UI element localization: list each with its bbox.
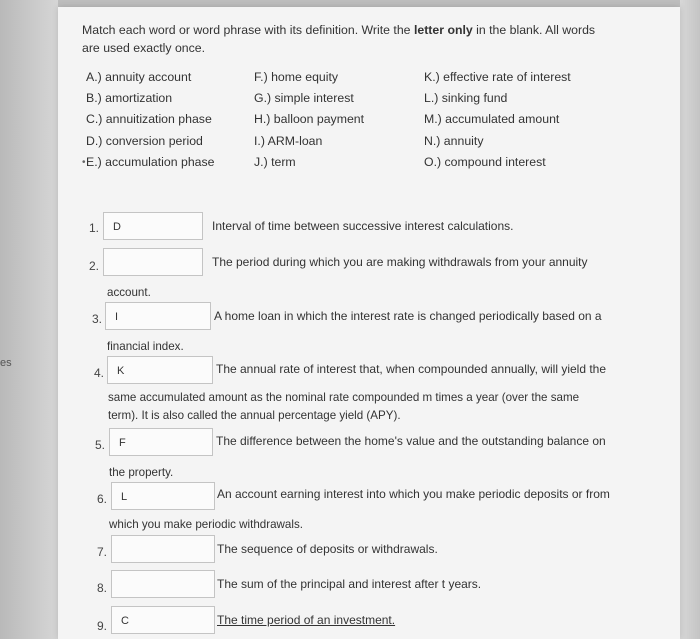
question-8-answer-box[interactable]: [111, 570, 215, 598]
right-margin: [680, 0, 700, 639]
word-bank-item: C.) annuitization phase: [86, 112, 212, 127]
question-7-pre-text: which you make periodic withdrawals.: [109, 518, 303, 531]
word-bank-item: O.) compound interest: [424, 154, 546, 169]
question-9-answer-box[interactable]: C: [111, 606, 215, 634]
word-bank-item: D.) conversion period: [86, 133, 203, 148]
left-margin: [0, 0, 58, 639]
word-bank-item: K.) effective rate of interest: [424, 70, 571, 84]
word-bank-item: I.) ARM-loan: [254, 133, 323, 148]
question-4-pre-text: financial index.: [107, 340, 184, 353]
question-7-number: 7.: [97, 545, 108, 559]
word-bank-item: L.) sinking fund: [424, 91, 508, 106]
question-4-definition: The annual rate of interest that, when compounded annually, will yield the: [216, 362, 607, 376]
question-8-definition: The sum of the principal and interest after t years.: [217, 577, 482, 591]
question-7-definition: The sequence of deposits or withdrawals.: [217, 542, 438, 556]
question-4-continuation: same accumulated amount as the nominal rate compounded m times a year (over the same term). It is also called the annual percentage yield (APY).: [108, 391, 580, 422]
word-bank-item: F.) home equity: [254, 70, 339, 84]
word-bank-item: A.) annuity account: [86, 70, 192, 84]
instructions-bold: letter only: [413, 23, 473, 37]
question-4-answer-box[interactable]: K: [107, 356, 213, 384]
question-6-answer-box[interactable]: L: [111, 482, 215, 510]
question-5-number: 5.: [95, 438, 106, 452]
question-6-definition: An account earning interest into which you make periodic deposits or from: [217, 487, 610, 501]
word-bank-item: J.) term: [254, 154, 296, 169]
instructions-text-after: in the blank. All words are used exactly once.: [82, 23, 596, 55]
question-2-answer-box[interactable]: [103, 248, 203, 276]
question-4-number: 4.: [94, 366, 105, 380]
question-6-number: 6.: [97, 492, 108, 506]
word-bank-column-3: [424, 67, 571, 173]
question-2-definition: The period during which you are making withdrawals from your annuity: [212, 255, 588, 269]
question-2-number: 2.: [89, 259, 100, 273]
question-9-number: 9.: [97, 619, 108, 633]
word-bank-item: N.) annuity: [424, 133, 484, 148]
question-3-pre-text: account.: [107, 286, 151, 299]
word-bank-item: B.) amortization: [86, 91, 173, 106]
worksheet: [58, 7, 680, 639]
word-bank-item: H.) balloon payment: [254, 112, 365, 127]
question-3-definition: A home loan in which the interest rate is changed periodically based on a: [214, 309, 602, 323]
question-3-number: 3.: [92, 312, 103, 326]
side-mark: es: [0, 357, 12, 369]
question-5-answer-box[interactable]: F: [109, 428, 213, 456]
question-1-number: 1.: [89, 221, 100, 235]
word-bank-column-2: [254, 67, 364, 173]
question-1-definition: Interval of time between successive interest calculations.: [212, 219, 514, 233]
instructions: [82, 21, 612, 57]
word-bank-item: G.) simple interest: [254, 91, 354, 106]
question-5-definition: The difference between the home's value and the outstanding balance on: [216, 434, 606, 448]
bullet-dot: •: [82, 157, 86, 168]
question-1-answer-box[interactable]: D: [103, 212, 203, 240]
word-bank-item: M.) accumulated amount: [424, 112, 560, 127]
word-bank-column-1: [86, 67, 215, 173]
word-bank-item: E.) accumulation phase: [86, 154, 215, 169]
question-3-answer-box[interactable]: I: [105, 302, 211, 330]
question-8-number: 8.: [97, 581, 108, 595]
top-shadow: [0, 0, 700, 7]
question-9-definition: The time period of an investment.: [217, 613, 396, 627]
instructions-text-before: Match each word or word phrase with its definition. Write the: [82, 23, 414, 37]
question-7-answer-box[interactable]: [111, 535, 215, 563]
question-6-pre-text: the property.: [109, 466, 174, 479]
